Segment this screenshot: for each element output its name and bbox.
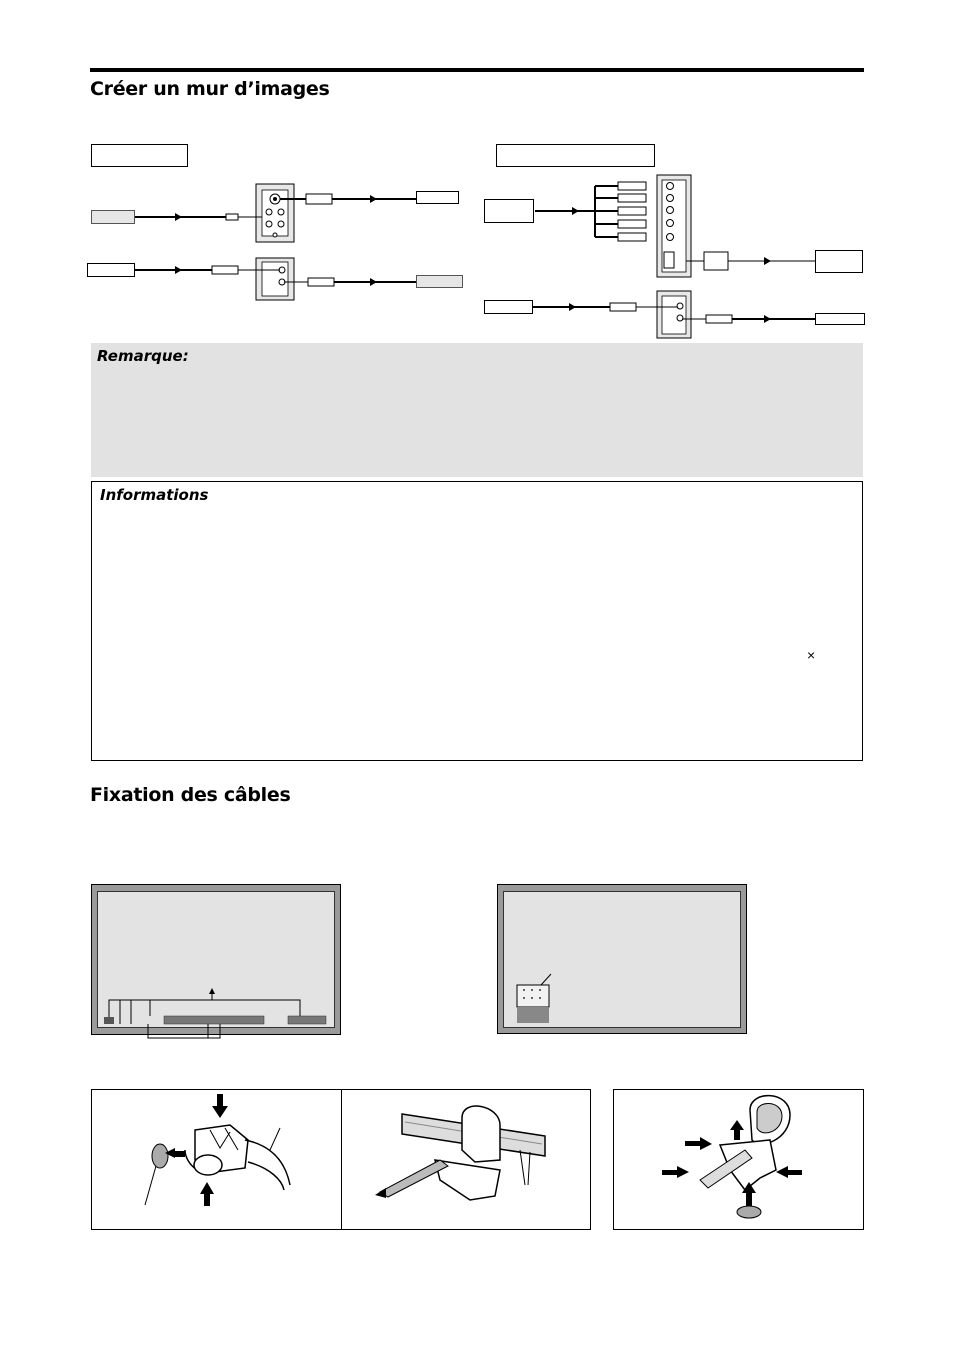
note-title: Remarque: [97,347,189,365]
multiply-symbol: × [807,647,816,663]
info-title: Informations [100,486,209,504]
section-title-video-wall: Créer un mur d’images [90,78,330,100]
section-title-cable-fixing: Fixation des câbles [90,784,291,806]
